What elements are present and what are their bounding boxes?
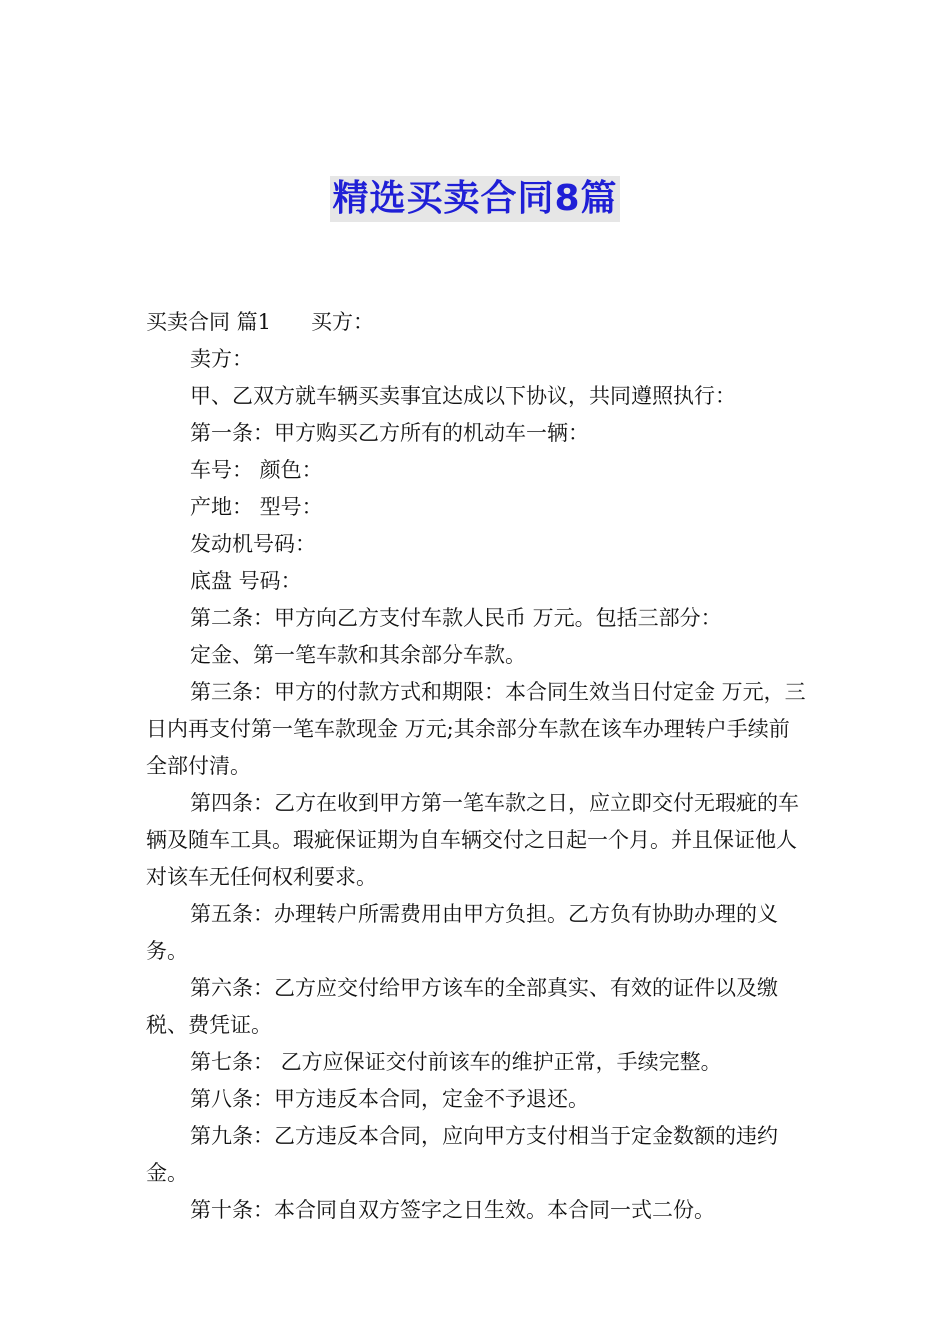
paragraph-article-6: 第六条：乙方应交付给甲方该车的全部真实、有效的证件以及缴税、费凭证。 xyxy=(146,976,778,1037)
paragraph-article-3: 第三条：甲方的付款方式和期限：本合同生效当日付定金 万元，三日内再支付第一笔车款现金 万元;其余部分车款在该车办理转户手续前全部付清。 xyxy=(146,680,806,778)
paragraph-article-2: 第二条：甲方向乙方支付车款人民币 万元。包括三部分： xyxy=(190,606,722,630)
document-title: 精选买卖合同8篇 xyxy=(330,176,619,222)
paragraph-article-1: 第一条：甲方购买乙方所有的机动车一辆： xyxy=(190,421,589,445)
paragraph-seller: 卖方： xyxy=(190,347,253,371)
paragraph-article-7: 第七条： 乙方应保证交付前该车的维护正常，手续完整。 xyxy=(190,1050,722,1074)
paragraph-article-8: 第八条：甲方违反本合同，定金不予退还。 xyxy=(190,1087,589,1111)
section-label: 买卖合同 篇1 xyxy=(146,310,272,334)
paragraph-chassis-number: 底盘 号码： xyxy=(190,569,302,593)
buyer-label: 买方： xyxy=(311,310,375,334)
paragraph-origin-model: 产地： 型号： xyxy=(190,495,323,519)
paragraph-article-10: 第十条：本合同自双方签字之日生效。本合同一式二份。 xyxy=(190,1198,715,1222)
paragraph-article-2-parts: 定金、第一笔车款和其余部分车款。 xyxy=(190,643,526,667)
document-body xyxy=(146,304,810,1229)
paragraph-article-4: 第四条：乙方在收到甲方第一笔车款之日，应立即交付无瑕疵的车辆及随车工具。瑕疵保证期为自车辆交付之日起一个月。并且保证他人对该车无任何权利要求。 xyxy=(146,791,799,889)
paragraph-article-9: 第九条：乙方违反本合同，应向甲方支付相当于定金数额的违约金。 xyxy=(146,1124,778,1185)
paragraph-article-5: 第五条：办理转户所需费用由甲方负担。乙方负有协助办理的义务。 xyxy=(146,902,778,963)
title-wrap xyxy=(0,176,950,222)
section-heading-line xyxy=(146,304,810,341)
paragraph-intro: 甲、乙双方就车辆买卖事宜达成以下协议，共同遵照执行： xyxy=(190,384,736,408)
paragraph-engine-number: 发动机号码： xyxy=(190,532,316,556)
paragraph-plate-color: 车号： 颜色： xyxy=(190,458,323,482)
